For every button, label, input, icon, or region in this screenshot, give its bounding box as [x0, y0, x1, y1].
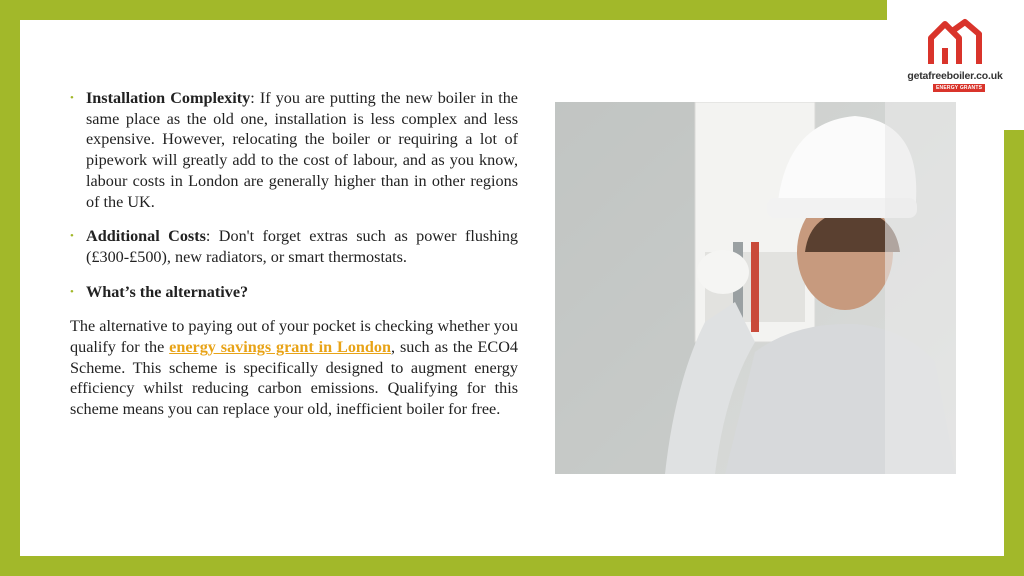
logo-tagline: ENERGY GRANTS — [933, 84, 985, 92]
alternative-paragraph — [70, 316, 518, 420]
bullet-text: : Don't forget extras such as power flushing (£300-£500), new radiators, or smart thermostats. — [86, 227, 519, 266]
bullet-dot-icon: • — [70, 230, 74, 243]
house-logo-icon — [927, 18, 983, 68]
content-column — [70, 88, 518, 420]
boiler-engineer-photo — [555, 102, 956, 474]
bullet-additional-costs — [70, 226, 518, 267]
logo-site-name: getafreeboiler.co.uk — [907, 70, 1003, 82]
bullet-heading: Additional Costs — [86, 227, 206, 246]
paragraph-text-after: , such as the ECO4 Scheme. This scheme is specifically designed to augment energy efficiency whilst reducing carbon emissions. Qualifying for this scheme means you can replace your old, inefficient boiler for free. — [70, 338, 518, 419]
bullet-text: : If you are putting the new boiler in the same place as the old one, installation is less complex and less expensive. However, relocating the boiler or requiring a lot of pipework will greatly add to the cost of labour, and as you know, labour costs in London are generally higher than in other regions of the UK. — [86, 89, 518, 211]
bullet-dot-icon: • — [70, 285, 74, 298]
engineer-illustration-icon — [555, 102, 956, 474]
bullet-alternative — [70, 282, 518, 303]
bullet-heading: Installation Complexity — [86, 89, 251, 107]
bullet-heading: What’s the alternative? — [86, 282, 249, 301]
bullet-installation-complexity — [70, 88, 518, 212]
bullet-dot-icon: • — [70, 92, 74, 104]
paragraph-text-before: The alternative to paying out of your pocket is checking whether you qualify for the — [70, 317, 518, 357]
energy-grant-link[interactable]: energy savings grant in London — [169, 338, 392, 357]
